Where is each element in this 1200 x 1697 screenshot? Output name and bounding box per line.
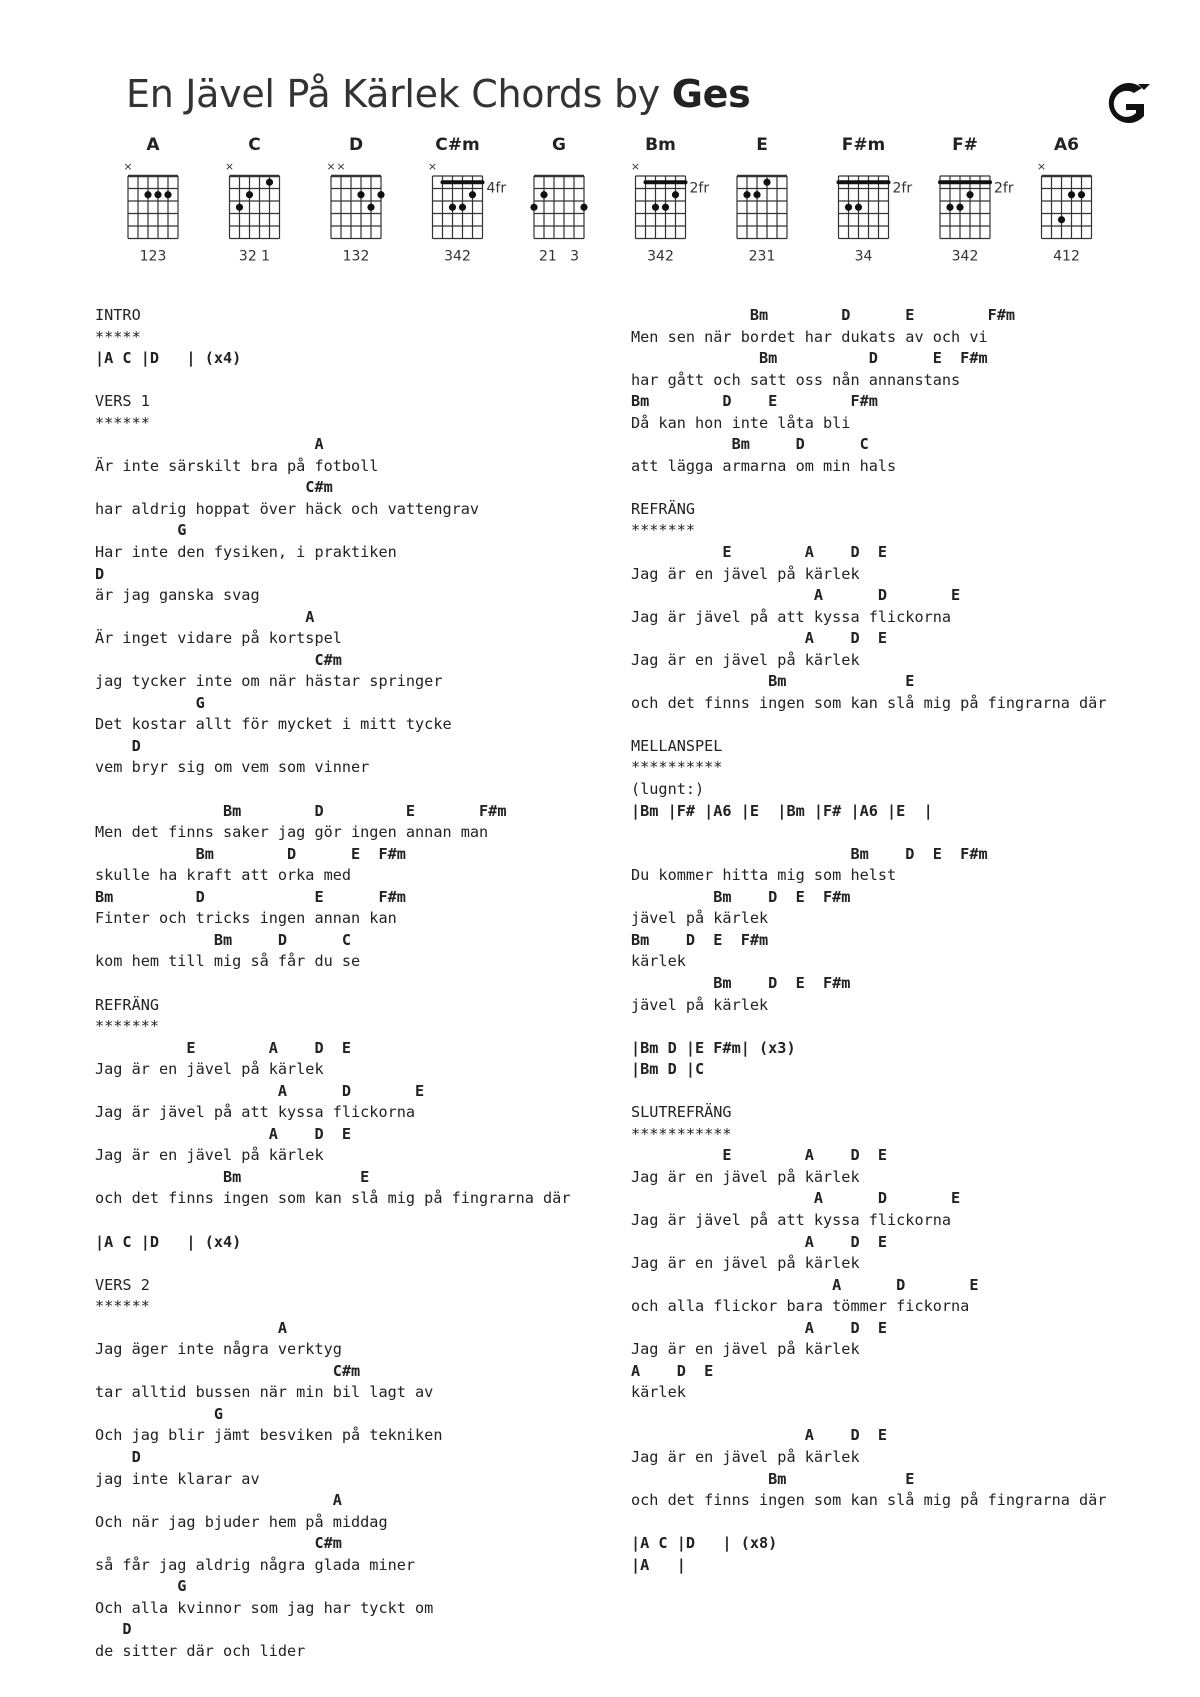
fingering-label: 342 [951,248,979,265]
chord-line[interactable]: A [95,1491,342,1510]
finger-dot [580,204,587,211]
chord-name: D [348,135,364,155]
finger-dot [164,191,171,198]
lyric-line: VERS 2 [95,1275,150,1294]
lyric-line: Jag är en jävel på kärlek [631,1167,860,1186]
lyric-line: VERS 1 [95,392,150,411]
muted-string-mark: × [336,160,346,173]
lyric-line: kärlek [631,952,686,971]
muted-string-mark: × [1036,160,1047,173]
lyric-line: Jag äger inte några verktyg [95,1340,342,1359]
finger-dot [246,191,253,198]
finger-dot [469,191,476,198]
finger-dot [855,204,862,211]
lyric-line: ****** [95,1297,150,1316]
chord-line[interactable]: D [95,1620,132,1639]
lyric-line: ******* [95,1017,160,1036]
finger-dot [662,204,669,211]
blank-line [95,973,615,995]
lyric-line: Det kostar allt för mycket i mitt tycke [95,715,452,734]
song-title: En Jävel På Kärlek Chords by [126,72,672,116]
lyric-line: och det finns ingen som kan slå mig på fingrarna där [631,693,1107,712]
blank-line [631,1404,1151,1426]
chord-line[interactable]: Bm D E F#m [631,392,878,411]
finger-dot [966,191,973,198]
lyric-line: och det finns ingen som kan slå mig på fingrarna där [95,1189,571,1208]
lyric-line: Jag är en jävel på kärlek [95,1060,324,1079]
chord-line[interactable]: Bm D C [95,930,352,949]
chord-name: F#m [841,135,886,155]
lyric-line: REFRÄNG [95,995,160,1014]
chord-diagram-bm[interactable] [631,135,709,265]
chord-line[interactable]: D [95,736,141,755]
finger-dot [144,191,151,198]
chord-line[interactable]: Bm E [631,672,915,691]
lyric-line: Jag är en jävel på kärlek [631,1254,860,1273]
chord-line[interactable]: G [95,693,205,712]
chord-line[interactable]: A D E [631,1189,961,1208]
chord-line[interactable]: A D E [631,1426,888,1445]
chord-line[interactable]: Bm D E F#m [631,973,851,992]
chord-name: A [146,135,160,155]
lyric-line: Jag är en jävel på kärlek [631,650,860,669]
finger-dot [459,204,466,211]
blank-line [95,779,615,801]
lyric-line: kärlek [631,1383,686,1402]
fingering-label: 123 [139,248,167,265]
lyric-line: Jag är en jävel på kärlek [631,1340,860,1359]
chord-line[interactable]: |Bm |F# |A6 |E |Bm |F# |A6 |E | [631,801,933,820]
chord-line[interactable]: C#m [95,478,333,497]
fret-position-label: 2fr [994,180,1014,197]
fingering-label: 342 [444,248,471,265]
muted-string-mark: × [630,160,641,173]
chord-name: F# [952,135,978,155]
blank-line [95,370,615,392]
finger-dot [449,204,456,211]
fingering-label: 342 [647,248,674,265]
lyric-line: Men det finns saker jag gör ingen annan man [95,823,489,842]
lyric-line: REFRÄNG [631,499,696,518]
lyric-line: (lugnt:) [631,780,705,799]
chord-line[interactable]: D [95,1447,141,1466]
finger-dot [236,204,243,211]
lyric-line: Finter och tricks ingen annan kan [95,909,397,928]
chord-name: C [248,135,261,155]
chord-diagram-a6[interactable] [1037,135,1092,265]
lyric-line: Och när jag bjuder hem på middag [95,1512,388,1531]
chord-name: A6 [1054,135,1079,155]
muted-string-mark: × [123,160,133,173]
finger-dot [530,204,537,211]
fret-position-label: 2fr [892,180,913,197]
finger-dot [1058,216,1065,223]
chord-line[interactable]: A D E [631,1318,888,1337]
lyric-line: de sitter där och lider [95,1641,306,1660]
lyric-line: och det finns ingen som kan slå mig på fingrarna där [631,1491,1107,1510]
chord-diagram-e[interactable] [737,135,787,265]
finger-dot [763,179,770,186]
chord-line[interactable]: |Bm D |E F#m| (x3) [631,1038,796,1057]
chord-line[interactable]: Bm E [95,1167,370,1186]
chord-line[interactable]: Bm E [631,1469,915,1488]
lyric-line: *********** [631,1124,732,1143]
finger-dot [652,204,659,211]
fingering-label: 21 3 [538,248,580,265]
chord-line[interactable]: E A D E [95,1038,352,1057]
chord-line[interactable]: |A C |D | (x8) [631,1534,778,1553]
chord-diagram-fsharpm[interactable] [839,135,913,265]
lyric-line: Jag är jävel på att kyssa flickorna [631,607,952,626]
blank-line [631,1512,1151,1534]
muted-string-mark: × [326,160,336,173]
fingering-label: 34 [854,248,873,265]
chord-line[interactable]: A D E [631,1232,888,1251]
lyric-line: kom hem till mig så får du se [95,952,361,971]
chord-diagram-g[interactable] [530,135,587,265]
lyric-line: jag tycker inte om när hästar springer [95,672,443,691]
lyric-line: Är inget vidare på kortspel [95,629,342,648]
lyric-line: jävel på kärlek [631,995,769,1014]
chord-line[interactable]: G [95,521,187,540]
blank-line [631,1081,1151,1103]
finger-dot [367,204,374,211]
lyric-line: att lägga armarna om min hals [631,456,897,475]
chord-line[interactable]: Bm D E F#m [631,930,769,949]
chord-name: G [552,135,566,155]
lyric-line: tar alltid bussen när min bil lagt av [95,1383,434,1402]
lyric-line: Har inte den fysiken, i praktiken [95,543,397,562]
lyric-line: Men sen när bordet har dukats av och vi [631,327,988,346]
lyric-line: SLUTREFRÄNG [631,1103,732,1122]
finger-dot [753,191,760,198]
chord-line[interactable]: A D E [631,586,961,605]
lyric-line: INTRO [95,306,141,324]
finger-dot [266,179,273,186]
chord-line[interactable]: C#m [95,1361,361,1380]
song-sheet-right-column [631,305,1151,1576]
muted-string-mark: × [427,160,438,173]
lyric-line: Då kan hon inte låta bli [631,413,851,432]
lyric-line: vem bryr sig om vem som vinner [95,758,370,777]
chord-line[interactable]: A [95,1318,288,1337]
fingering-label: 231 [748,248,776,265]
chord-line[interactable]: A D E [95,1124,352,1143]
lyric-line: Jag är jävel på att kyssa flickorna [631,1210,952,1229]
finger-dot [946,204,953,211]
chord-line[interactable]: Bm D E F#m [631,844,988,863]
chord-line[interactable]: D [95,564,105,583]
lyric-line: jag inte klarar av [95,1469,260,1488]
chord-line[interactable]: E A D E [631,543,888,562]
chord-diagram-fsharp[interactable] [940,135,1014,265]
blank-line [631,477,1151,499]
lyric-line: har gått och satt oss nån annanstans [631,370,961,389]
chord-name: Bm [645,135,676,155]
lyric-line: jävel på kärlek [631,909,769,928]
chord-line[interactable]: Bm D C [631,435,869,454]
chord-line[interactable]: G [95,1404,224,1423]
lyric-line: Du kommer hitta mig som helst [631,866,897,885]
finger-dot [1068,191,1075,198]
lyric-line: så får jag aldrig några glada miner [95,1555,416,1574]
chord-name: E [756,135,768,155]
finger-dot [672,191,679,198]
chord-diagram-row [0,128,1200,268]
finger-dot [357,191,364,198]
fret-position-label: 4fr [486,180,507,197]
chord-line[interactable]: A [95,607,315,626]
lyric-line: ******* [631,521,696,540]
chord-diagram-c[interactable] [225,135,280,265]
chord-line[interactable]: |A | [631,1555,686,1574]
chord-line[interactable]: A D E [95,1081,425,1100]
finger-dot [154,191,161,198]
blank-line [631,714,1151,736]
lyric-line: är jag ganska svag [95,586,260,605]
lyric-line: skulle ha kraft att orka med [95,866,352,885]
chord-line[interactable]: Bm D E F#m [95,801,507,820]
fingering-label: 32 1 [238,248,271,265]
finger-dot [743,191,750,198]
lyric-line: och alla flickor bara tömmer fickorna [631,1297,970,1316]
chord-line[interactable]: A D E [631,1361,714,1380]
lyric-line: Jag är en jävel på kärlek [95,1146,324,1165]
blank-line [631,1016,1151,1038]
muted-string-mark: × [224,160,235,173]
fingering-label: 132 [342,248,370,265]
chord-diagram-csharpm[interactable] [428,135,506,265]
lyric-line: har aldrig hoppat över häck och vattengrav [95,499,480,518]
chord-line[interactable]: A D E [631,629,888,648]
chord-diagram-a[interactable] [123,135,178,265]
chord-line[interactable]: A [95,435,324,454]
chord-line[interactable]: Bm D E F#m [631,306,1016,324]
song-sheet-left-column [95,305,615,1662]
chord-line[interactable]: |A C |D | (x4) [95,1232,242,1251]
chord-line[interactable]: A D E [631,1275,979,1294]
blank-line [95,1210,615,1232]
ug-logo-icon[interactable] [1098,76,1150,132]
lyric-line: ****** [95,413,150,432]
chord-line[interactable]: |A C |D | (x4) [95,349,242,368]
blank-line [631,822,1151,844]
chord-name: C#m [435,135,480,155]
finger-dot [1078,191,1085,198]
lyric-line: Och jag blir jämt besviken på tekniken [95,1426,443,1445]
lyric-line: Och alla kvinnor som jag har tyckt om [95,1598,434,1617]
chord-line[interactable]: Bm D E F#m [631,349,988,368]
chord-diagram-d[interactable] [326,135,384,265]
chord-line[interactable]: Bm D E F#m [631,887,851,906]
chord-line[interactable]: C#m [95,1534,342,1553]
lyric-line: Är inte särskilt bra på fotboll [95,456,379,475]
chord-line[interactable]: |Bm D |C [631,1060,705,1079]
artist-name[interactable]: Ges [671,72,751,116]
lyric-line: Jag är jävel på att kyssa flickorna [95,1103,416,1122]
finger-dot [540,191,547,198]
blank-line [95,1253,615,1275]
lyric-line: ********** [631,758,723,777]
lyric-line: MELLANSPEL [631,736,723,755]
chord-line[interactable]: Bm D E F#m [95,844,406,863]
chord-line[interactable]: C#m [95,650,342,669]
page-title [126,72,750,116]
chord-line[interactable]: Bm D E F#m [95,887,406,906]
finger-dot [956,204,963,211]
fret-position-label: 2fr [689,180,710,197]
finger-dot [377,191,384,198]
chord-line[interactable]: E A D E [631,1146,888,1165]
fingering-label: 412 [1053,248,1080,265]
lyric-line: Jag är en jävel på kärlek [631,564,860,583]
chord-line[interactable]: G [95,1577,187,1596]
finger-dot [845,204,852,211]
lyric-line: Jag är en jävel på kärlek [631,1447,860,1466]
lyric-line: ***** [95,327,141,346]
